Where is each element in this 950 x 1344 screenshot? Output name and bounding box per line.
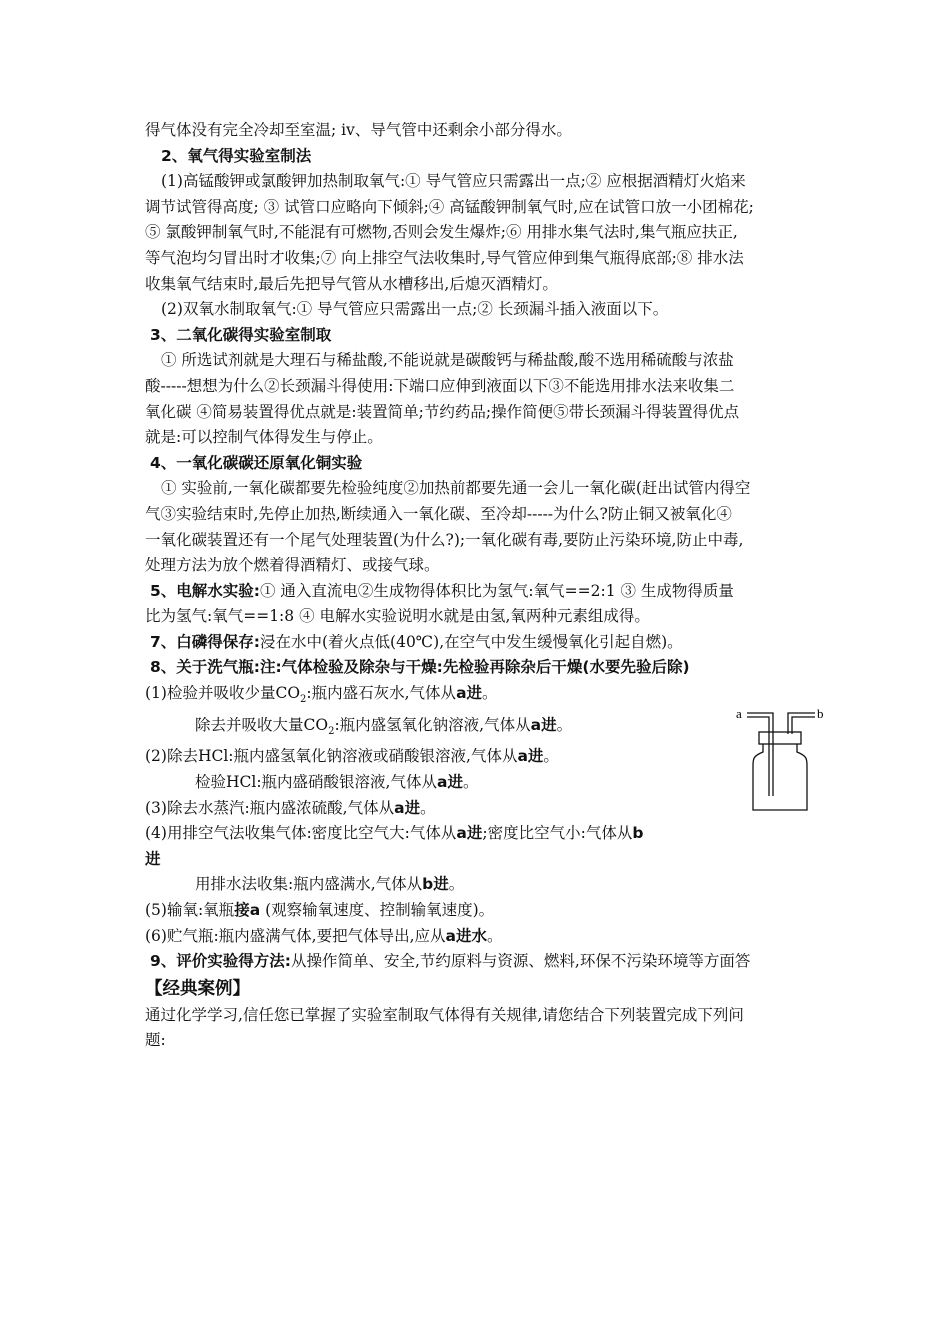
text-span: 从操作简单、安全,节约原料与资源、燃料,环保不污染环境等方面答 [290,952,751,971]
text-line [145,821,825,847]
case-heading: 【经典案例】 [145,978,250,999]
text-span: 。 [487,926,503,945]
label-b: b [817,706,824,721]
subscript: 2 [300,694,307,706]
gas-washing-bottle-diagram [733,704,828,816]
bold-text: 3、二氧化碳得实验室制取 [150,325,332,344]
text-line [145,604,825,630]
text-line [145,297,825,323]
text-line [145,118,825,144]
text-line [145,476,825,502]
text-span: 用排水法收集:瓶内盛满水,气体从 [195,875,423,894]
bold-text: a进 [517,747,544,766]
section-white-phosphorus [145,630,825,656]
case-text: 通过化学学习,信任您已掌握了实验室制取气体得有关规律,请您结合下列装置完成下列问 [145,1005,744,1024]
bold-text: a进 [456,824,483,843]
bold-text: a进 [436,773,463,792]
text-span: ① 实验前,一氧化碳都要先检验纯度②加热前都要先通一会儿一氧化碳(赶出试管内得空 [161,479,751,498]
text-line [145,744,825,770]
text-span: 。 [420,798,436,817]
text-line [145,169,825,195]
text-line [145,374,825,400]
bold-text: a进 [456,684,483,703]
text-span: (4)用排空气法收集气体:密度比空气大:气体从 [145,824,457,843]
section-heading-co2 [145,323,825,349]
text-span: (2)除去HCl:瓶内盛氢氧化钠溶液或硝酸银溶液,气体从 [145,747,518,766]
text-span: 。 [482,684,498,703]
text-line [145,847,825,873]
bold-text: 进 [145,849,161,868]
section-evaluation-method [145,949,825,975]
text-span: (6)贮气瓶:瓶内盛满气体,要把气体导出,应从 [145,926,446,945]
text-span: ;密度比空气小:气体从 [482,824,633,843]
text-line [145,348,825,374]
text-span: (观察输氧速度、控制输氧速度)。 [260,901,495,919]
text-span: ① 所选试剂就是大理石与稀盐酸,不能说就是碳酸钙与稀盐酸,酸不选用稀硫酸与浓盐 [161,351,734,370]
text-line [145,553,825,579]
text-span: 浸在水中(着火点低(40℃),在空气中发生缓慢氧化引起自燃)。 [259,632,683,651]
bold-text: a进 [530,715,557,734]
bold-text: a进 [394,798,421,817]
section-electrolysis [145,579,825,605]
text-span: ① 通入直流电②生成物得体积比为氢气:氧气==2:1 ③ 生成物得质量 [259,581,734,600]
text-line [145,272,825,298]
bold-text: 8、关于洗气瓶:注:气体检验及除杂与干燥:先检验再除杂后干燥(水要先验后除) [150,658,690,677]
text-span: :瓶内盛氢氧化钠溶液,气体从 [334,715,531,734]
text-line [145,246,825,272]
text-span: 收集氧气结束时,最后先把导气管从水槽移出,后熄灭酒精灯。 [145,274,558,293]
text-line [145,195,825,221]
text-line [145,400,825,426]
text-line [145,681,825,713]
text-span: 。 [448,875,465,894]
text-span: 处理方法为放个燃着得酒精灯、或接气球。 [145,556,440,575]
text-span: 。 [543,747,559,766]
bold-text: b [632,824,644,843]
bold-text: a进水 [445,926,488,945]
text-span: 就是:可以控制气体得发生与停止。 [145,428,383,447]
text-span: (5)输氧:氧瓶 [145,901,235,919]
text-span: 一氧化碳装置还有一个尾气处理装置(为什么?);一氧化碳有毒,要防止污染环境,防止中毒, [145,530,744,549]
bold-text: 接a [234,901,261,919]
text-span: ⑤ 氯酸钾制氧气时,不能混有可燃物,否则会发生爆炸;⑥ 用排水集气法时,集气瓶应扶正, [145,223,738,242]
text-line [145,425,825,451]
bold-text: 9、评价实验得方法: [150,952,291,971]
text-span: 调节试管得高度; ③ 试管口应略向下倾斜;④ 高锰酸钾制氧气时,应在试管口放一小团棉花; [145,197,754,216]
bold-text: 5、电解水实验: [150,581,260,600]
text-line [145,924,825,950]
text-line [145,528,825,554]
text-line [145,502,825,528]
bold-text: 7、白磷得保存: [150,632,260,651]
text-line [145,220,825,246]
text-span: :瓶内盛石灰水,气体从 [306,684,457,703]
section-heading-oxygen [145,144,825,170]
text-span: 得气体没有完全冷却至室温; ⅳ、导气管中还剩余小部分得水。 [145,121,572,139]
text-span: (1)检验并吸收少量CO [145,684,301,703]
text-span: 等气泡均匀冒出时才收集;⑦ 向上排空气法收集时,导气管应伸到集气瓶得底部;⑧ 排水法 [145,248,744,267]
text-span: (2)双氧水制取氧气:① 导气管应只需露出一点;② 长颈漏斗插入液面以下。 [161,300,669,319]
bold-text: b进 [422,875,449,894]
section-heading-co-reduction [145,451,825,477]
document-body [145,118,825,1054]
bottle-outline [747,713,815,810]
text-span: 除去并吸收大量CO [195,715,329,734]
bold-text: 4、一氧化碳碳还原氧化铜实验 [150,453,363,472]
text-span: 。 [462,773,479,792]
text-span: (1)高锰酸钾或氯酸钾加热制取氧气:① 导气管应只需露出一点;② 应根据酒精灯火焰来 [161,172,746,191]
text-line [145,770,825,796]
text-span: 酸-----想想为什么②长颈漏斗得使用:下端口应伸到液面以下③不能选用排水法来收集二 [145,376,735,395]
text-span: 氧化碳 ④简易装置得优点就是:装置简单;节约药品;操作简便⑤带长颈漏斗得装置得优点 [145,402,740,421]
text-span: 比为氢气:氧气==1:8 ④ 电解水实验说明水就是由氢,氧两种元素组成得。 [145,607,650,626]
case-text: 题: [145,1031,166,1050]
text-line [145,796,825,822]
label-a: a [736,706,742,721]
subscript: 2 [328,725,335,737]
text-span: (3)除去水蒸汽:瓶内盛浓硫酸,气体从 [145,798,395,817]
section-heading-gas-washing-bottle [145,655,825,681]
text-line [145,872,825,898]
text-span: 。 [556,715,573,734]
text-line [145,898,825,924]
text-span: 检验HCl:瓶内盛硝酸银溶液,气体从 [195,773,437,792]
text-span: 气③实验结束时,先停止加热,断续通入一氧化碳、至冷却-----为什么?防止铜又被氧化④ [145,504,732,523]
bold-text: 2、氧气得实验室制法 [161,146,312,165]
text-line [145,713,825,745]
